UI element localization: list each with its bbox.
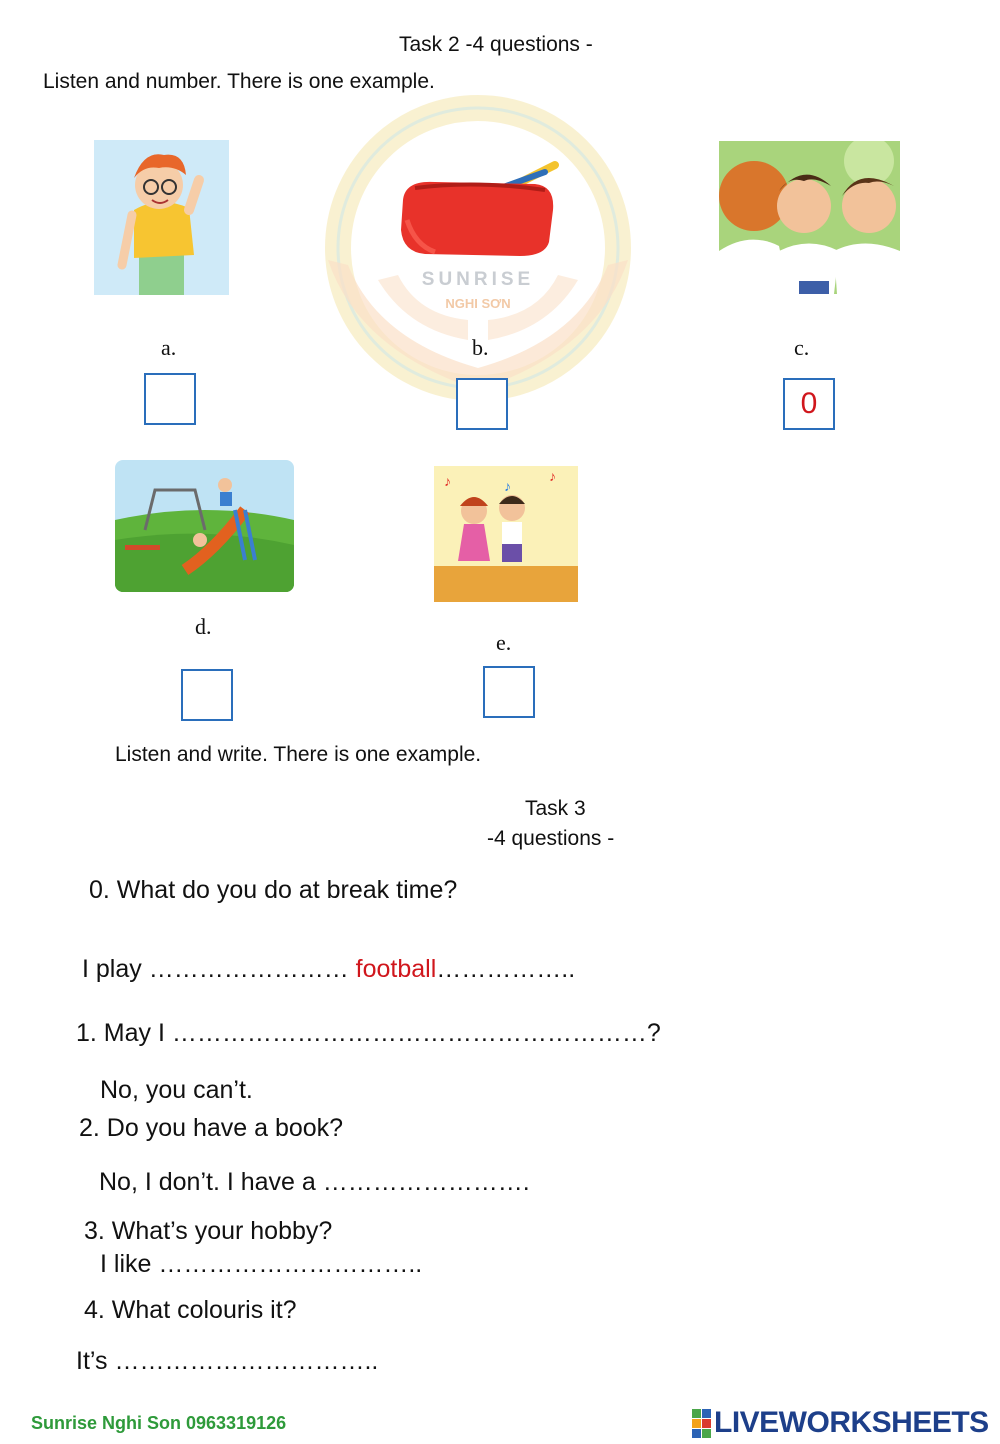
answer-box-b[interactable] xyxy=(456,378,508,430)
answer-box-c[interactable]: 0 xyxy=(783,378,835,430)
picture-b-pencil-case xyxy=(395,160,570,260)
answer-3[interactable]: I like ………………………….. xyxy=(100,1250,423,1278)
picture-d-playground xyxy=(115,460,294,592)
picture-a-boy-glasses xyxy=(94,140,229,295)
answer-0-prefix: I play …………………… xyxy=(82,955,356,983)
task2-instruction: Listen and number. There is one example. xyxy=(43,70,435,93)
watermark-line2: NGHI SƠN xyxy=(445,296,511,311)
question-2: 2. Do you have a book? xyxy=(79,1114,344,1142)
watermark-line1: SUNRISE xyxy=(421,269,535,290)
picture-c-boys-talking xyxy=(719,141,900,294)
answer-box-a[interactable] xyxy=(144,373,196,425)
question-4: 4. What colouris it? xyxy=(84,1296,297,1324)
answer-2[interactable]: No, I don’t. I have a ……………………. xyxy=(99,1168,530,1196)
item-b-letter: b. xyxy=(472,335,489,360)
liveworksheets-logo[interactable] xyxy=(692,1406,989,1440)
task3-title: Task 3 xyxy=(525,797,586,820)
task3-instruction: Listen and write. There is one example. xyxy=(115,743,482,766)
question-3: 3. What’s your hobby? xyxy=(84,1217,333,1245)
question-0: 0. What do you do at break time? xyxy=(89,876,458,904)
svg-text:♪: ♪ xyxy=(504,478,511,494)
task3-subtitle: -4 questions - xyxy=(487,827,615,850)
answer-1: No, you can’t. xyxy=(100,1076,253,1104)
item-a-letter: a. xyxy=(161,335,177,360)
item-e-letter: e. xyxy=(496,630,512,655)
question-1[interactable]: 1. May I …………………………………………………? xyxy=(76,1019,661,1047)
footer-contact: Sunrise Nghi Son 0963319126 xyxy=(31,1413,287,1433)
answer-0 xyxy=(82,955,575,984)
answer-4[interactable]: It’s ………………………….. xyxy=(76,1347,379,1375)
task2-title: Task 2 -4 questions - xyxy=(399,33,593,56)
picture-e-children-singing xyxy=(434,466,578,602)
svg-text:♪: ♪ xyxy=(444,473,451,489)
answer-box-d[interactable] xyxy=(181,669,233,721)
answer-box-e[interactable] xyxy=(483,666,535,718)
answer-0-example-word: football xyxy=(355,955,437,983)
liveworksheets-wordmark: LIVEWORKSHEETS xyxy=(714,1406,989,1439)
answer-0-suffix: …………….. xyxy=(436,955,576,983)
svg-text:♪: ♪ xyxy=(549,468,556,484)
liveworksheets-icon xyxy=(692,1409,711,1438)
item-c-letter: c. xyxy=(794,335,810,360)
item-d-letter: d. xyxy=(195,614,212,639)
